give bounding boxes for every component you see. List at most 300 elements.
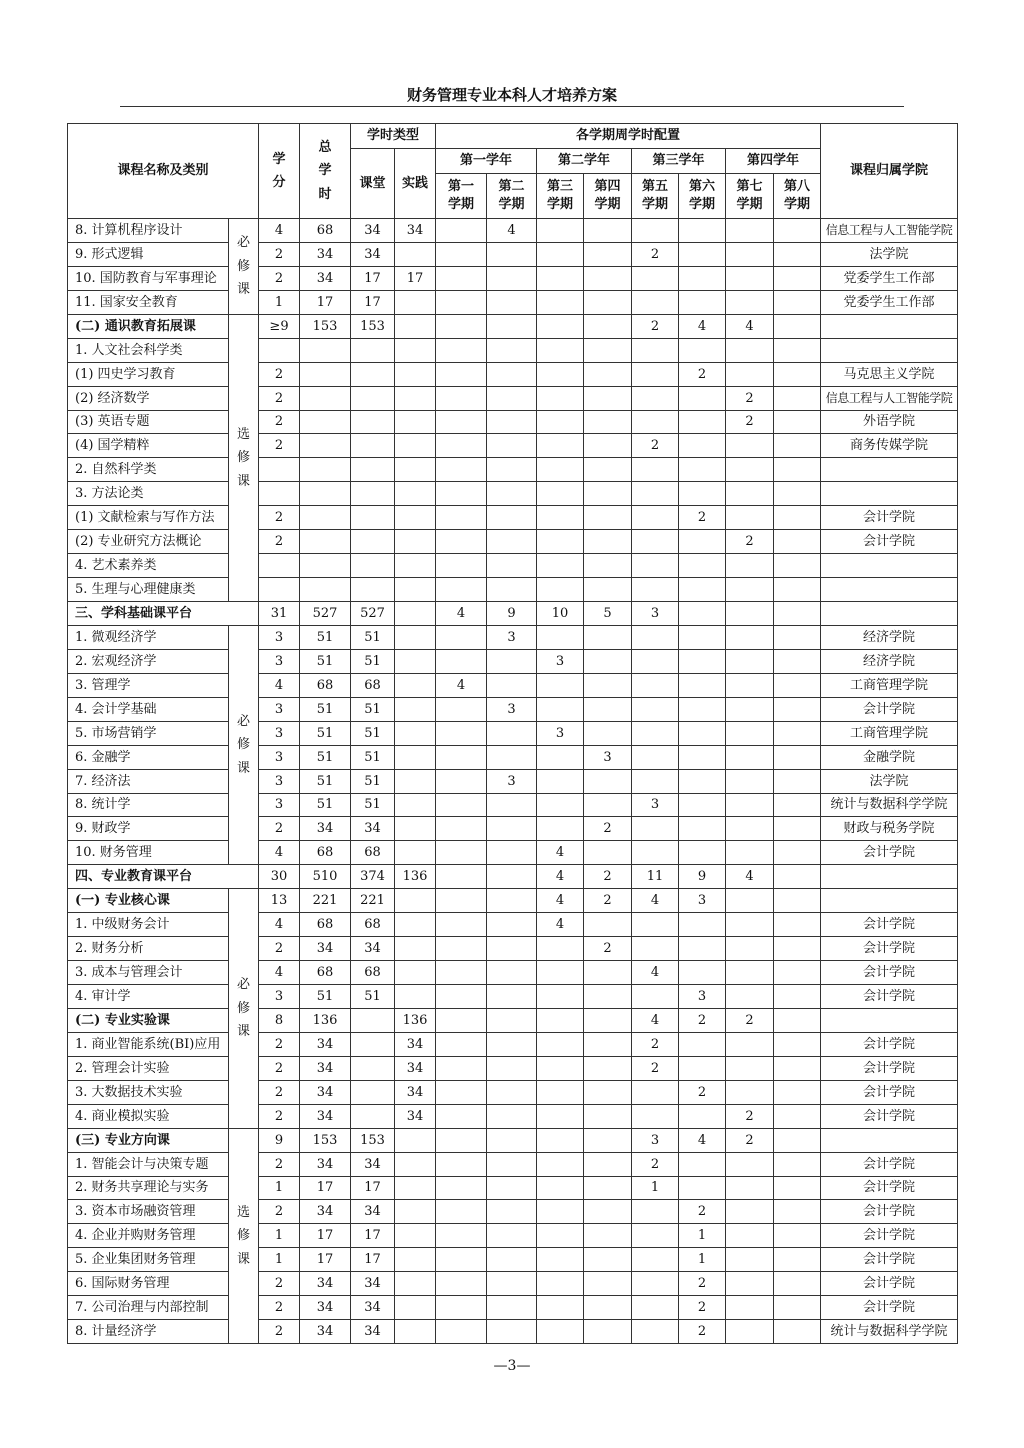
college-cell — [821, 1008, 958, 1032]
total-hours-cell: 34 — [300, 1104, 351, 1128]
course-name: 2. 财务共享理论与实务 — [68, 1176, 229, 1200]
semester-2-cell — [487, 1296, 537, 1320]
credit-cell: 3 — [259, 721, 300, 745]
total-hours-cell — [300, 482, 351, 506]
credit-cell: 2 — [259, 1152, 300, 1176]
course-name: 7. 经济法 — [68, 769, 229, 793]
course-name: (2) 经济数学 — [68, 386, 229, 410]
semester-1-cell — [436, 1152, 487, 1176]
semester-4-cell: 5 — [584, 602, 632, 626]
course-name: 4. 会计学基础 — [68, 697, 229, 721]
credit-cell: 2 — [259, 266, 300, 290]
semester-2-cell — [487, 1176, 537, 1200]
semester-4-cell — [584, 219, 632, 243]
semester-5-cell: 3 — [632, 1128, 679, 1152]
course-name: 2. 管理会计实验 — [68, 1056, 229, 1080]
practice-hours-cell — [395, 889, 436, 913]
semester-1-cell — [436, 961, 487, 985]
semester-7-cell — [726, 1080, 774, 1104]
semester-2-cell — [487, 1104, 537, 1128]
header-year-2: 第二学年 — [537, 149, 632, 174]
semester-2-cell — [487, 266, 537, 290]
course-name: (4) 国学精粹 — [68, 434, 229, 458]
semester-7-cell — [726, 697, 774, 721]
credit-cell: 2 — [259, 506, 300, 530]
semester-5-cell — [632, 1104, 679, 1128]
semester-2-cell — [487, 817, 537, 841]
semester-8-cell — [774, 530, 821, 554]
course-name: 1. 微观经济学 — [68, 625, 229, 649]
semester-7-cell — [726, 1272, 774, 1296]
semester-7-cell — [726, 721, 774, 745]
semester-7-cell — [726, 290, 774, 314]
college-cell: 会计学院 — [821, 1296, 958, 1320]
classroom-hours-cell: 51 — [351, 625, 395, 649]
semester-3-cell: 4 — [537, 913, 584, 937]
credit-cell: 2 — [259, 1056, 300, 1080]
table-row — [68, 817, 958, 841]
course-name: 10. 财务管理 — [68, 841, 229, 865]
practice-hours-cell — [395, 1200, 436, 1224]
semester-3-cell — [537, 817, 584, 841]
semester-4-cell — [584, 338, 632, 362]
total-hours-cell: 51 — [300, 793, 351, 817]
table-row — [68, 1008, 958, 1032]
total-hours-cell — [300, 530, 351, 554]
semester-6-cell — [679, 290, 726, 314]
classroom-hours-cell — [351, 1008, 395, 1032]
credit-cell: 2 — [259, 1080, 300, 1104]
table-row — [68, 913, 958, 937]
table-row — [68, 482, 958, 506]
semester-5-cell — [632, 817, 679, 841]
college-cell: 会计学院 — [821, 937, 958, 961]
college-cell: 信息工程与人工智能学院 — [821, 386, 958, 410]
semester-4-cell — [584, 290, 632, 314]
practice-hours-cell — [395, 530, 436, 554]
semester-2-cell — [487, 1248, 537, 1272]
college-cell — [821, 865, 958, 889]
classroom-hours-cell: 374 — [351, 865, 395, 889]
course-name: (1) 四史学习教育 — [68, 362, 229, 386]
semester-1-cell — [436, 482, 487, 506]
semester-2-cell — [487, 362, 537, 386]
classroom-hours-cell — [351, 458, 395, 482]
table-row — [68, 219, 958, 243]
credit-cell: 1 — [259, 1224, 300, 1248]
credit-cell: 2 — [259, 1272, 300, 1296]
credit-cell: 9 — [259, 1128, 300, 1152]
table-row — [68, 985, 958, 1009]
table-row — [68, 1320, 958, 1344]
semester-2-cell — [487, 745, 537, 769]
college-cell: 外语学院 — [821, 410, 958, 434]
college-cell: 会计学院 — [821, 530, 958, 554]
classroom-hours-cell — [351, 434, 395, 458]
semester-8-cell — [774, 482, 821, 506]
semester-6-cell — [679, 578, 726, 602]
credit-cell: 2 — [259, 242, 300, 266]
semester-5-cell — [632, 1296, 679, 1320]
semester-7-cell — [726, 1056, 774, 1080]
semester-3-cell — [537, 314, 584, 338]
semester-4-cell — [584, 1056, 632, 1080]
practice-hours-cell — [395, 1224, 436, 1248]
semester-6-cell — [679, 625, 726, 649]
classroom-hours-cell: 153 — [351, 1128, 395, 1152]
semester-6-cell: 1 — [679, 1248, 726, 1272]
classroom-hours-cell: 68 — [351, 961, 395, 985]
college-cell: 商务传媒学院 — [821, 434, 958, 458]
college-cell: 法学院 — [821, 769, 958, 793]
table-row — [68, 1200, 958, 1224]
course-type: 必修课 — [229, 219, 259, 315]
semester-2-cell — [487, 721, 537, 745]
practice-hours-cell — [395, 1296, 436, 1320]
college-cell — [821, 554, 958, 578]
classroom-hours-cell — [351, 482, 395, 506]
semester-2-cell: 9 — [487, 602, 537, 626]
semester-7-cell — [726, 1248, 774, 1272]
semester-2-cell — [487, 793, 537, 817]
practice-hours-cell — [395, 841, 436, 865]
college-cell: 财政与税务学院 — [821, 817, 958, 841]
semester-6-cell — [679, 817, 726, 841]
semester-2-cell — [487, 913, 537, 937]
course-name: 4. 审计学 — [68, 985, 229, 1009]
total-hours-cell: 34 — [300, 1200, 351, 1224]
semester-8-cell — [774, 242, 821, 266]
header-year-3: 第三学年 — [632, 149, 726, 174]
semester-6-cell — [679, 697, 726, 721]
semester-1-cell — [436, 721, 487, 745]
credit-cell: 2 — [259, 1296, 300, 1320]
semester-6-cell: 2 — [679, 1200, 726, 1224]
semester-4-cell — [584, 1128, 632, 1152]
classroom-hours-cell — [351, 338, 395, 362]
credit-cell: 4 — [259, 673, 300, 697]
semester-3-cell — [537, 458, 584, 482]
semester-5-cell — [632, 769, 679, 793]
classroom-hours-cell — [351, 506, 395, 530]
semester-1-cell — [436, 458, 487, 482]
college-cell: 会计学院 — [821, 841, 958, 865]
semester-7-cell — [726, 1152, 774, 1176]
credit-cell: 31 — [259, 602, 300, 626]
semester-6-cell — [679, 721, 726, 745]
semester-6-cell — [679, 1176, 726, 1200]
semester-4-cell — [584, 554, 632, 578]
table-row — [68, 673, 958, 697]
semester-4-cell — [584, 1320, 632, 1344]
course-name: 5. 生理与心理健康类 — [68, 578, 229, 602]
semester-3-cell — [537, 266, 584, 290]
semester-5-cell — [632, 266, 679, 290]
semester-4-cell: 2 — [584, 889, 632, 913]
practice-hours-cell: 34 — [395, 1056, 436, 1080]
course-name: (一) 专业核心课 — [68, 889, 229, 913]
table-row — [68, 266, 958, 290]
semester-6-cell — [679, 673, 726, 697]
semester-4-cell — [584, 1224, 632, 1248]
semester-1-cell — [436, 1296, 487, 1320]
course-name: 8. 统计学 — [68, 793, 229, 817]
semester-6-cell — [679, 458, 726, 482]
practice-hours-cell: 34 — [395, 1080, 436, 1104]
college-cell: 党委学生工作部 — [821, 266, 958, 290]
total-hours-cell: 51 — [300, 745, 351, 769]
total-hours-cell — [300, 362, 351, 386]
course-name: 1. 人文社会科学类 — [68, 338, 229, 362]
semester-4-cell — [584, 769, 632, 793]
semester-7-cell — [726, 1032, 774, 1056]
semester-7-cell — [726, 482, 774, 506]
semester-7-cell: 4 — [726, 314, 774, 338]
classroom-hours-cell — [351, 1080, 395, 1104]
semester-1-cell — [436, 1176, 487, 1200]
semester-8-cell — [774, 266, 821, 290]
semester-4-cell — [584, 362, 632, 386]
semester-8-cell — [774, 649, 821, 673]
course-name: 5. 企业集团财务管理 — [68, 1248, 229, 1272]
semester-8-cell — [774, 985, 821, 1009]
semester-2-cell — [487, 1272, 537, 1296]
semester-3-cell — [537, 362, 584, 386]
semester-8-cell — [774, 1080, 821, 1104]
course-name: 3. 资本市场融资管理 — [68, 1200, 229, 1224]
course-name: (1) 文献检索与写作方法 — [68, 506, 229, 530]
classroom-hours-cell: 34 — [351, 817, 395, 841]
semester-1-cell — [436, 913, 487, 937]
semester-8-cell — [774, 386, 821, 410]
semester-3-cell — [537, 1104, 584, 1128]
semester-4-cell — [584, 386, 632, 410]
practice-hours-cell — [395, 458, 436, 482]
semester-5-cell — [632, 745, 679, 769]
semester-5-cell — [632, 673, 679, 697]
college-cell — [821, 458, 958, 482]
credit-cell — [259, 458, 300, 482]
credit-cell: 3 — [259, 745, 300, 769]
total-hours-cell: 34 — [300, 1056, 351, 1080]
course-name: 8. 计量经济学 — [68, 1320, 229, 1344]
semester-5-cell — [632, 913, 679, 937]
semester-7-cell — [726, 219, 774, 243]
total-hours-cell — [300, 386, 351, 410]
credit-cell: 3 — [259, 625, 300, 649]
course-name: 1. 中级财务会计 — [68, 913, 229, 937]
semester-8-cell — [774, 865, 821, 889]
semester-1-cell — [436, 410, 487, 434]
credit-cell: 1 — [259, 290, 300, 314]
total-hours-cell: 34 — [300, 1080, 351, 1104]
semester-4-cell — [584, 1296, 632, 1320]
semester-2-cell: 3 — [487, 697, 537, 721]
semester-7-cell — [726, 554, 774, 578]
semester-7-cell — [726, 458, 774, 482]
semester-8-cell — [774, 1056, 821, 1080]
semester-4-cell — [584, 1176, 632, 1200]
semester-3-cell — [537, 1056, 584, 1080]
semester-7-cell — [726, 769, 774, 793]
table-row — [68, 865, 958, 889]
college-cell: 金融学院 — [821, 745, 958, 769]
semester-3-cell — [537, 554, 584, 578]
header-hour-type: 学时类型 — [351, 124, 436, 149]
credit-cell: 13 — [259, 889, 300, 913]
college-cell — [821, 1128, 958, 1152]
semester-6-cell — [679, 841, 726, 865]
semester-3-cell — [537, 1200, 584, 1224]
table-row — [68, 242, 958, 266]
semester-1-cell — [436, 1104, 487, 1128]
semester-8-cell — [774, 314, 821, 338]
header-semester-config: 各学期周学时配置 — [436, 124, 821, 149]
semester-4-cell — [584, 506, 632, 530]
course-name: 10. 国防教育与军事理论 — [68, 266, 229, 290]
practice-hours-cell — [395, 1128, 436, 1152]
semester-4-cell — [584, 1032, 632, 1056]
course-name: 8. 计算机程序设计 — [68, 219, 229, 243]
semester-4-cell — [584, 1152, 632, 1176]
semester-4-cell — [584, 266, 632, 290]
semester-3-cell — [537, 1296, 584, 1320]
course-name: 2. 财务分析 — [68, 937, 229, 961]
practice-hours-cell — [395, 1152, 436, 1176]
semester-7-cell: 2 — [726, 1104, 774, 1128]
semester-8-cell — [774, 434, 821, 458]
total-hours-cell: 68 — [300, 913, 351, 937]
practice-hours-cell — [395, 937, 436, 961]
semester-8-cell — [774, 889, 821, 913]
semester-8-cell — [774, 1224, 821, 1248]
semester-5-cell — [632, 985, 679, 1009]
semester-6-cell — [679, 434, 726, 458]
practice-hours-cell — [395, 290, 436, 314]
table-row — [68, 386, 958, 410]
credit-cell — [259, 338, 300, 362]
header-semester-5: 第五学期 — [632, 174, 679, 219]
semester-5-cell — [632, 1320, 679, 1344]
semester-8-cell — [774, 625, 821, 649]
semester-1-cell — [436, 745, 487, 769]
semester-3-cell — [537, 985, 584, 1009]
semester-4-cell — [584, 242, 632, 266]
semester-2-cell: 4 — [487, 219, 537, 243]
semester-2-cell — [487, 1032, 537, 1056]
college-cell: 统计与数据科学学院 — [821, 793, 958, 817]
practice-hours-cell — [395, 1248, 436, 1272]
semester-8-cell — [774, 961, 821, 985]
semester-5-cell: 3 — [632, 793, 679, 817]
semester-5-cell — [632, 219, 679, 243]
semester-7-cell — [726, 1224, 774, 1248]
classroom-hours-cell: 17 — [351, 1176, 395, 1200]
practice-hours-cell — [395, 985, 436, 1009]
semester-2-cell — [487, 314, 537, 338]
credit-cell: 3 — [259, 649, 300, 673]
semester-5-cell — [632, 290, 679, 314]
practice-hours-cell — [395, 769, 436, 793]
total-hours-cell: 68 — [300, 961, 351, 985]
semester-3-cell — [537, 697, 584, 721]
table-row — [68, 1296, 958, 1320]
semester-1-cell — [436, 793, 487, 817]
semester-7-cell — [726, 338, 774, 362]
practice-hours-cell — [395, 314, 436, 338]
table-row — [68, 625, 958, 649]
semester-6-cell: 2 — [679, 1296, 726, 1320]
credit-cell: 4 — [259, 961, 300, 985]
classroom-hours-cell: 51 — [351, 793, 395, 817]
classroom-hours-cell: 17 — [351, 1248, 395, 1272]
header-semester-3: 第三学期 — [537, 174, 584, 219]
semester-1-cell — [436, 530, 487, 554]
semester-2-cell — [487, 937, 537, 961]
semester-6-cell — [679, 219, 726, 243]
course-type: 选修课 — [229, 314, 259, 601]
college-cell — [821, 578, 958, 602]
semester-6-cell: 9 — [679, 865, 726, 889]
practice-hours-cell — [395, 242, 436, 266]
title-rule — [120, 106, 904, 107]
college-cell: 会计学院 — [821, 1104, 958, 1128]
semester-1-cell — [436, 841, 487, 865]
semester-5-cell: 2 — [632, 1152, 679, 1176]
semester-6-cell: 4 — [679, 1128, 726, 1152]
header-semester-8: 第八学期 — [774, 174, 821, 219]
semester-4-cell: 2 — [584, 817, 632, 841]
semester-2-cell — [487, 1152, 537, 1176]
semester-6-cell — [679, 937, 726, 961]
semester-1-cell — [436, 1224, 487, 1248]
semester-7-cell — [726, 913, 774, 937]
semester-8-cell — [774, 721, 821, 745]
semester-1-cell — [436, 625, 487, 649]
course-name: (2) 专业研究方法概论 — [68, 530, 229, 554]
total-hours-cell: 34 — [300, 1296, 351, 1320]
total-hours-cell: 68 — [300, 841, 351, 865]
semester-7-cell — [726, 793, 774, 817]
semester-2-cell — [487, 482, 537, 506]
semester-8-cell — [774, 1320, 821, 1344]
classroom-hours-cell: 153 — [351, 314, 395, 338]
header-semester-1: 第一学期 — [436, 174, 487, 219]
semester-2-cell — [487, 530, 537, 554]
table-row — [68, 1104, 958, 1128]
practice-hours-cell — [395, 1272, 436, 1296]
semester-8-cell — [774, 458, 821, 482]
credit-cell: 2 — [259, 386, 300, 410]
semester-6-cell: 3 — [679, 985, 726, 1009]
semester-7-cell — [726, 985, 774, 1009]
semester-5-cell — [632, 482, 679, 506]
semester-8-cell — [774, 817, 821, 841]
header-year-1: 第一学年 — [436, 149, 537, 174]
semester-3-cell — [537, 434, 584, 458]
semester-3-cell: 4 — [537, 865, 584, 889]
semester-8-cell — [774, 554, 821, 578]
semester-6-cell — [679, 410, 726, 434]
table-row — [68, 649, 958, 673]
table-row — [68, 697, 958, 721]
header-semester-2: 第二学期 — [487, 174, 537, 219]
classroom-hours-cell: 51 — [351, 745, 395, 769]
total-hours-cell: 17 — [300, 290, 351, 314]
total-hours-cell — [300, 458, 351, 482]
practice-hours-cell: 17 — [395, 266, 436, 290]
credit-cell: 4 — [259, 219, 300, 243]
